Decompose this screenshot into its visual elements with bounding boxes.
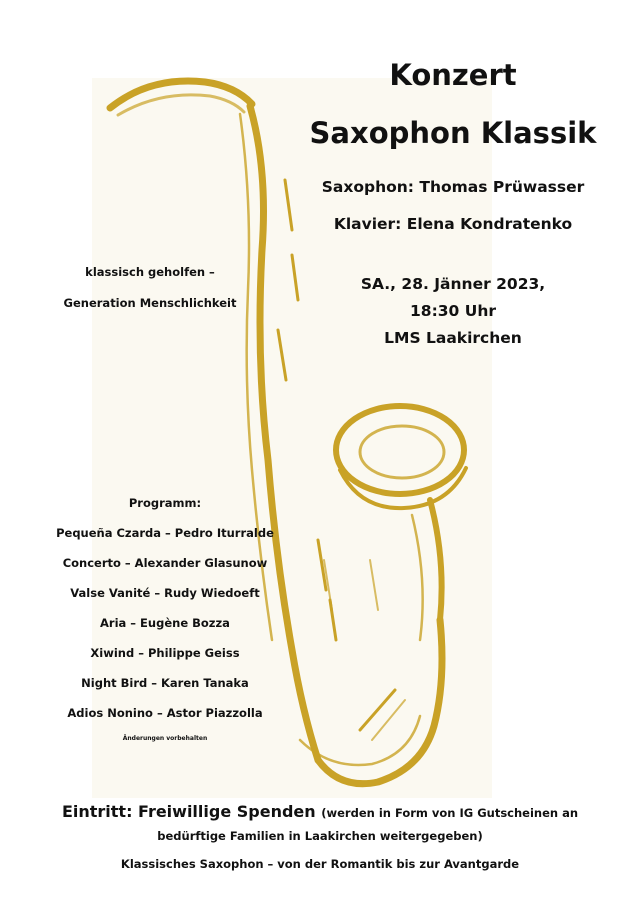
organizer-line-1: klassisch geholfen – <box>85 265 215 279</box>
admission-label: Eintritt: Freiwillige Spenden <box>61 802 316 821</box>
event-time: 18:30 Uhr <box>410 302 496 320</box>
event-date: SA., 28. Jänner 2023, <box>360 275 546 293</box>
event-venue: LMS Laakirchen <box>384 329 522 347</box>
admission-detail-2: bedürftige Familien in Laakirchen weitergegeben) <box>157 829 483 843</box>
program-changes-note: Änderungen vorbehalten <box>122 735 208 742</box>
program-item: Adios Nonino – Astor Piazzolla <box>67 706 263 720</box>
program-item: Concerto – Alexander Glasunow <box>62 556 268 570</box>
program-item: Night Bird – Karen Tanaka <box>81 676 249 690</box>
concert-subtitle: Saxophon Klassik <box>309 116 597 150</box>
program-item: Aria – Eugène Bozza <box>100 616 230 630</box>
program-item: Xiwind – Philippe Geiss <box>90 646 240 660</box>
organizer-line-2: Generation Menschlichkeit <box>63 296 237 310</box>
saxophone-performer: Saxophon: Thomas Prüwasser <box>321 178 585 196</box>
program-heading: Programm: <box>128 496 202 510</box>
program-item: Valse Vanité – Rudy Wiedoeft <box>70 586 260 600</box>
admission-line <box>20 802 620 821</box>
footer-subtitle: Klassisches Saxophon – von der Romantik bis zur Avantgarde <box>120 857 520 871</box>
concert-title: Konzert <box>389 58 517 92</box>
program-item: Pequeña Czarda – Pedro Iturralde <box>56 526 274 540</box>
piano-performer: Klavier: Elena Kondratenko <box>333 215 573 233</box>
admission-detail: (werden in Form von IG Gutscheinen an <box>321 806 579 820</box>
